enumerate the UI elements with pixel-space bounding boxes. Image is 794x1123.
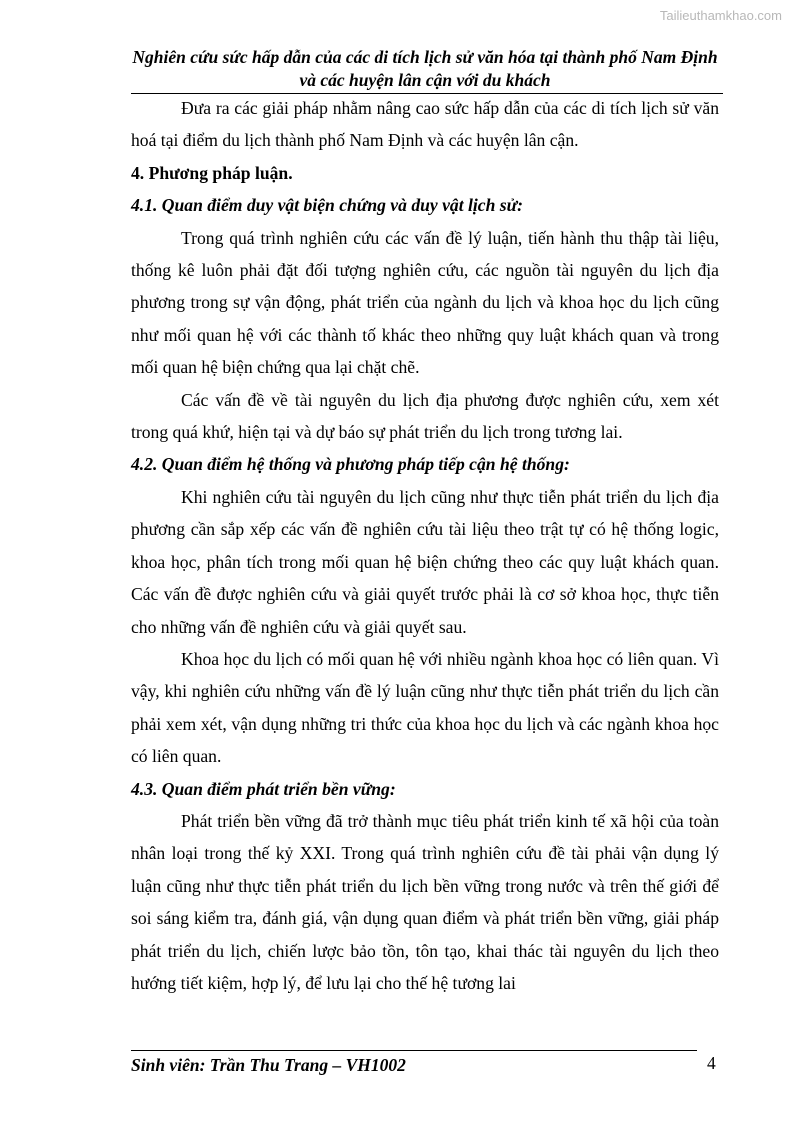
section-4-2-heading: 4.2. Quan điểm hệ thống và phương pháp tiếp cận hệ thống: (131, 454, 570, 475)
watermark: Tailieuthamkhao.com (659, 8, 782, 23)
intro-paragraph: Đưa ra các giải pháp nhằm nâng cao sức hấp dẫn của các di tích lịch sử văn hoá tại điểm du lịch thành phố Nam Định và các huyện lân cận. (131, 98, 719, 151)
footer-divider (131, 1050, 697, 1051)
page-header-title: Nghiên cứu sức hấp dẫn của các di tích lịch sử văn hóa tại thành phố Nam Định và các huyện lân cận với du khách (132, 47, 718, 90)
section-4-2-paragraph-2: Khoa học du lịch có mối quan hệ với nhiều ngành khoa học có liên quan. Vì vậy, khi nghiên cứu những vấn đề lý luận cũng như thực tiễn phát triển du lịch cần phải xem xét, vận dụng những tri thức của khoa học du lịch và các ngành khoa học có liên quan. (131, 648, 719, 767)
section-4-1-paragraph-2: Các vấn đề về tài nguyên du lịch địa phương được nghiên cứu, xem xét trong quá khứ, hiện tại và dự báo sự phát triển du lịch trong tương lai. (131, 389, 719, 443)
section-4-1-paragraph-1: Trong quá trình nghiên cứu các vấn đề lý luận, tiến hành thu thập tài liệu, thống kê luôn phải đặt đối tượng nghiên cứu, các nguồn tài nguyên du lịch địa phương trong sự vận động, phát triển của ngành du lịch và khoa học du lịch cũng như mối quan hệ với các thành tố khác theo những quy luật khách quan và trong mối quan hệ biện chứng qua lại chặt chẽ. (131, 227, 719, 378)
section-4-heading: 4. Phương pháp luận. (131, 162, 293, 183)
footer-author: Sinh viên: Trần Thu Trang – VH1002 (131, 1055, 406, 1075)
section-4-2-paragraph-1: Khi nghiên cứu tài nguyên du lịch cũng như thực tiễn phát triển du lịch địa phương cần sắp xếp các vấn đề nghiên cứu tài liệu theo trật tự có hệ thống logic, khoa học, phân tích trong mối quan hệ biện chứng theo các quy luật khách quan. Các vấn đề được nghiên cứu và giải quyết trước phải là cơ sở khoa học, thực tiễn cho những vấn đề nghiên cứu và giải quyết sau. (131, 486, 719, 637)
document-body (131, 92, 719, 999)
page-number: 4 (707, 1053, 716, 1073)
section-4-1-heading: 4.1. Quan điểm duy vật biện chứng và duy vật lịch sử: (131, 195, 524, 216)
section-4-3-paragraph-1: Phát triển bền vững đã trở thành mục tiêu phát triển kinh tế xã hội của toàn nhân loại trong thế kỷ XXI. Trong quá trình nghiên cứu đề tài phải vận dụng lý luận cũng như thực tiễn phát triển du lịch bền vững trong nước và trên thế giới để soi sáng kiểm tra, đánh giá, vận dụng quan điểm và phát triển bền vững, giải pháp phát triển du lịch, chiến lược bảo tồn, tôn tạo, khai thác tài nguyên du lịch theo hướng tiết kiệm, hợp lý, để lưu lại cho thế hệ tương lai (131, 810, 719, 993)
section-4-3-heading: 4.3. Quan điểm phát triển bền vững: (131, 778, 396, 799)
